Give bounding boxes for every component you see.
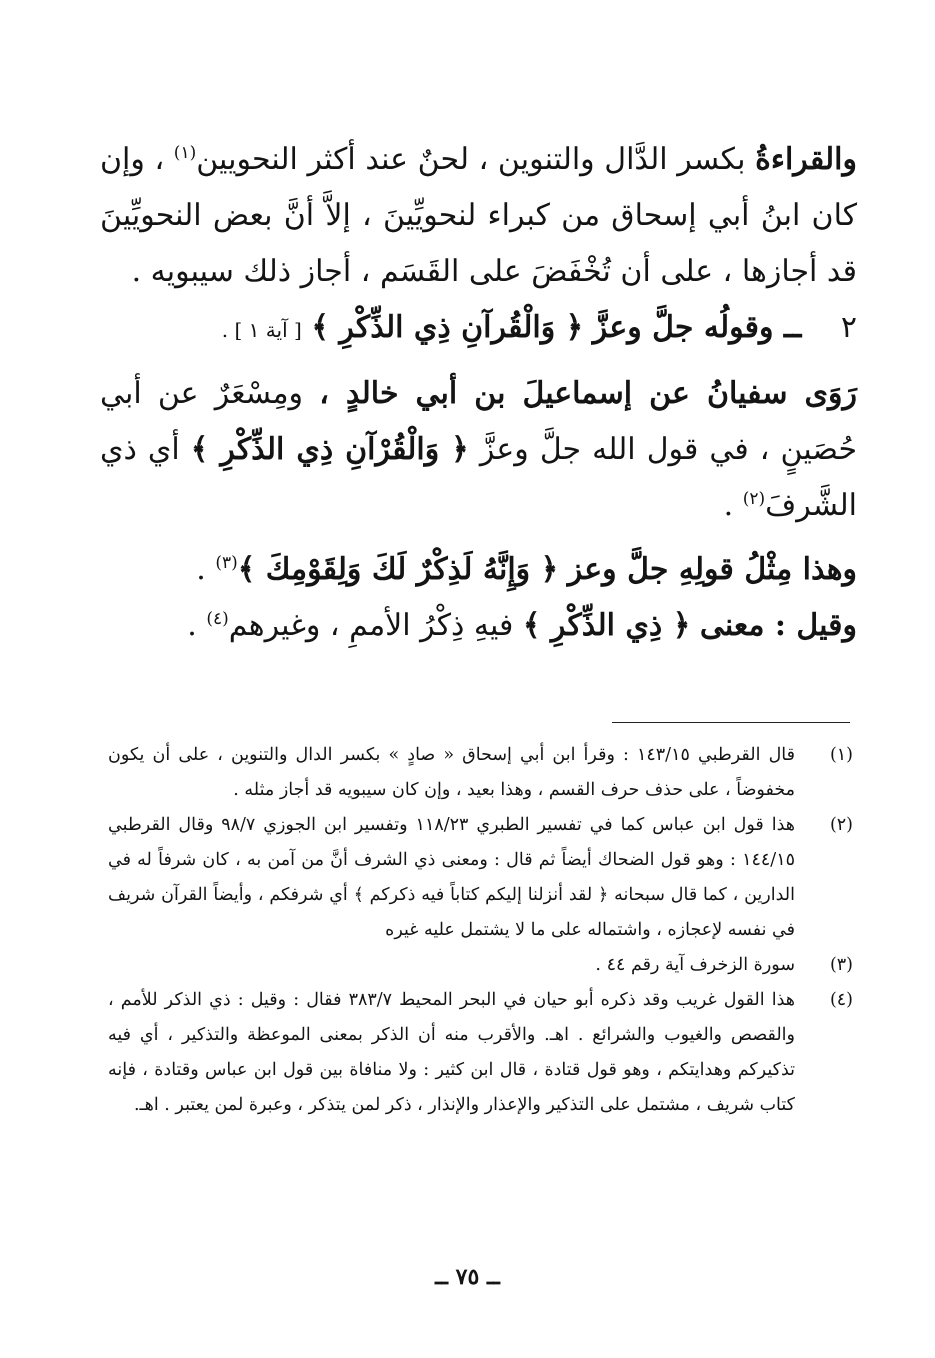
- footnote-number: (٣): [829, 955, 853, 975]
- footnote-ref: (١): [173, 143, 197, 163]
- paragraph-mithl: [100, 542, 857, 598]
- footnote-text: قال القرطبي ١٤٣/١٥ : وقرأ ابن أبي إسحاق « صادٍ » بكسر الدال والتنوين ، على أن يكون مخفوضاً ، على حذف حرف القسم ، وهذا بعيد ، وإن كان سيبويه قد أجاز مثله .: [108, 745, 795, 800]
- paragraph-text: فيهِ ذِكْرُ الأممِ ، وغيرهم: [228, 608, 514, 643]
- paragraph-text: بكسر الدَّال والتنوين ، لحنٌ عند أكثر النحويين: [196, 142, 746, 177]
- footnote-ref: (٢): [742, 489, 766, 509]
- quran-verse: ﴿ وَإِنَّهُ لَذِكْرٌ لَكَ وَلِقَوْمِكَ ﴾: [237, 552, 559, 587]
- footnote-ref: (٣): [215, 553, 238, 573]
- paragraph-text: .: [187, 608, 197, 643]
- footnote-4: [108, 983, 853, 1123]
- footnote-1: [108, 738, 853, 808]
- bold-lead: وقيل : معنى: [699, 608, 857, 643]
- paragraph-text: ومِسْعَرٌ عن أبي حُصَينٍ ، في قول الله جلَّ وعزَّ: [100, 376, 857, 467]
- paragraph-text: ، وإن كان ابنُ أبي إسحاق من كبراء لنحويِّينَ ، إلاَّ أنَّ بعض النحويِّينَ قد أجازها ، على أن تُخْفَضَ على القَسَم ، أجاز ذلك سيبويه .: [100, 142, 858, 289]
- bold-lead: رَوَى سفيانُ عن إسماعيلَ بن أبي خالدٍ ،: [319, 376, 857, 411]
- bold-lead: ــ وقولُه جلَّ وعزَّ: [592, 310, 802, 345]
- paragraph-text: .: [196, 552, 206, 587]
- footnote-number: (١): [829, 745, 853, 765]
- footnotes: [108, 738, 853, 1123]
- page-number: ــ ٧٥ ــ: [435, 1264, 500, 1290]
- quran-verse: ﴿ ذِي الذِّكْرِ ﴾: [522, 608, 691, 643]
- main-text: [100, 132, 857, 654]
- paragraph-text: أي ذي الشَّرفَ: [100, 432, 857, 523]
- paragraph-qiraa: [100, 132, 857, 300]
- footnote-3: [108, 948, 853, 983]
- quran-verse: ﴿ وَالْقُرْآنِ ذِي الذِّكْرِ ﴾: [190, 432, 469, 467]
- paragraph-text: .: [723, 488, 734, 523]
- footnote-text: هذا القول غريب وقد ذكره أبو حيان في البحر المحيط ٣٨٣/٧ فقال : وقيل : ذي الذكر للأمم ، والقصص والغيوب والشرائع . اهـ. والأقرب منه أن الذكر بمعنى الموعظة والتذكير ، أي فيه تذكيركم وهدايتكم ، وهو قول قتادة ، قال ابن كثير : ولا منافاة بين قول ابن عباس وقتادة ، فإنه كتاب شريف ، مشتمل على التذكير والإعذار والإنذار ، ذكر لمن يتذكر ، وعبرة لمن يعتبر . اهـ.: [108, 990, 795, 1115]
- footnote-ref: (٤): [206, 609, 229, 629]
- bold-lead: وهذا مِثْلُ قولِهِ جلَّ وعز: [567, 552, 857, 587]
- footnote-number: (٢): [829, 815, 853, 835]
- paragraph-riwaya: [100, 366, 857, 534]
- footnote-separator: [612, 722, 850, 723]
- footnote-text: سورة الزخرف آية رقم ٤٤ .: [595, 955, 795, 975]
- item-number: ٢: [840, 310, 857, 345]
- item-2: [100, 300, 857, 358]
- footnote-2: [108, 808, 853, 948]
- footnote-text: هذا قول ابن عباس كما في تفسير الطبري ١١٨/٢٣ وتفسير ابن الجوزي ٩٨/٧ وقال القرطبي ١٤٤/١٥ : وهو قول الضحاك أيضاً ثم قال : ومعنى ذي الشرف أنَّ من آمن به ، كان شرفاً له في الدارين ، كما قال سبحانه ﴿ لقد أنزلنا إليكم كتاباً فيه ذكركم ﴾ أي شرفكم ، وأيضاً القرآن شريف في نفسه لإعجازه ، واشتماله على ما لا يشتمل عليه غيره: [108, 815, 795, 940]
- footnote-number: (٤): [829, 990, 853, 1010]
- paragraph-qila: [100, 598, 857, 654]
- quran-verse: ﴿ وَالْقُرآنِ ذِي الذِّكْرِ ﴾: [311, 310, 584, 345]
- bold-lead: والقراءةُ: [755, 142, 857, 177]
- verse-reference: [ آية ١ ] .: [221, 318, 302, 342]
